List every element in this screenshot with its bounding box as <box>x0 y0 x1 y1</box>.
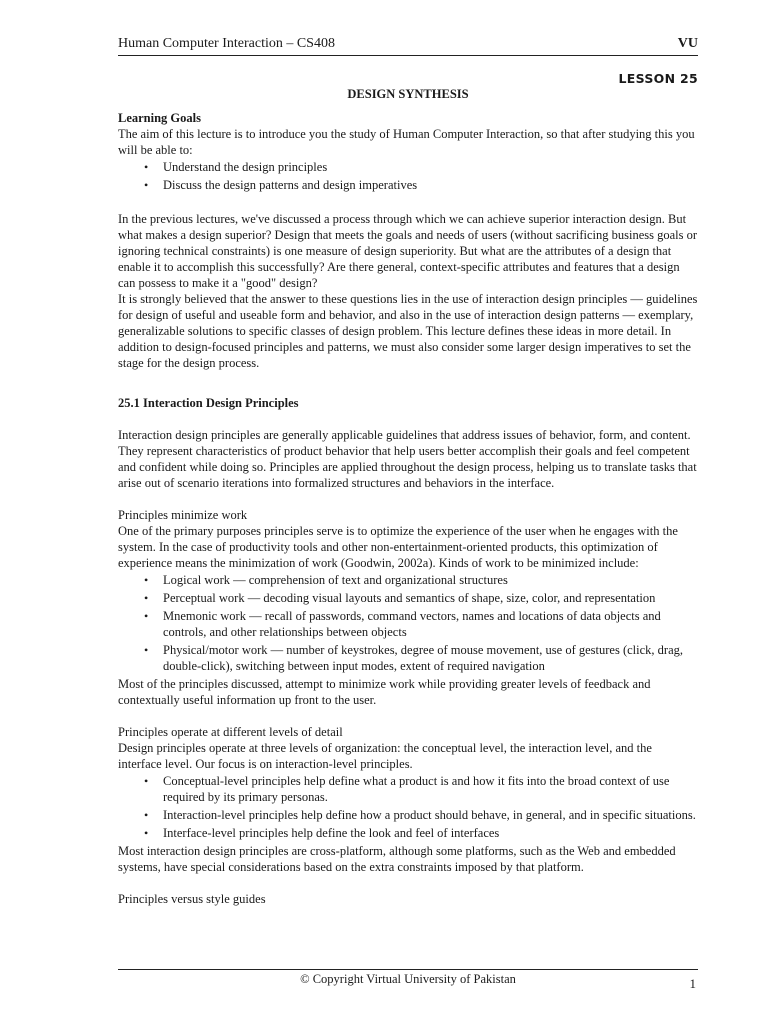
copyright-notice: © Copyright Virtual University of Pakistan <box>300 972 516 986</box>
document-body <box>118 110 698 907</box>
intro-paragraph: It is strongly believed that the answer to these questions lies in the use of interaction design principles — guidelines for design of useful and useable form and behavior, and also in the use of interaction design patterns — exemplary, generalizable solutions to specific classes of design problem. This lecture defines these ideas in more detail. In addition to design-focused principles and patterns, we must also consider some larger design imperatives to set the stage for the design process. <box>118 292 698 370</box>
footer-rule <box>118 969 698 970</box>
list-item: • Mnemonic work — recall of passwords, command vectors, names and locations of data objects and controls, and other relationships between objects <box>118 608 698 640</box>
section-heading: 25.1 Interaction Design Principles <box>118 396 299 410</box>
page-header <box>118 36 698 54</box>
learning-goals-intro: The aim of this lecture is to introduce you the study of Human Computer Interaction, so that after studying this you will be able to: <box>118 127 695 157</box>
list-item: • Understand the design principles <box>118 159 698 175</box>
header-rule <box>118 55 698 56</box>
learning-goals-heading: Learning Goals <box>118 111 201 125</box>
minimize-work-paragraph: One of the primary purposes principles serve is to optimize the experience of the user when he engages with the system. In the case of productivity tools and other non-entertainment-oriented products, this optimization of experience means the minimization of work (Goodwin, 2002a). Kinds of work to be minimized include: <box>118 524 678 570</box>
list-item: • Perceptual work — decoding visual layouts and semantics of shape, size, color, and representation <box>118 590 698 606</box>
list-item: • Interface-level principles help define the look and feel of interfaces <box>118 825 698 841</box>
lesson-label: LESSON 25 <box>618 71 698 86</box>
course-title: Human Computer Interaction – CS408 <box>118 36 335 51</box>
institution-label: VU <box>677 36 698 51</box>
subheading-minimize-work: Principles minimize work <box>118 508 248 522</box>
learning-goals-list <box>118 159 698 193</box>
intro-paragraph: In the previous lectures, we've discussed a process through which we can achieve superior interaction design. But what makes a design superior? Design that meets the goals and needs of users (without sacrificing business goals or ignoring technical constraints) is one measure of design superiority. But what are the attributes of a design that enable it to accomplish this successfully? Are there general, context-specific attributes and features that a design can possess to make it a "good" design? <box>118 212 698 290</box>
page-title: DESIGN SYNTHESIS <box>347 87 469 101</box>
page-number: 1 <box>689 976 696 991</box>
subheading-style-guides: Principles versus style guides <box>118 892 266 906</box>
levels-closing: Most interaction design principles are cross-platform, although some platforms, such as the Web and embedded systems, have special considerations based on the extra constraints imposed by that platform. <box>118 844 676 874</box>
list-item: • Discuss the design patterns and design imperatives <box>118 177 698 193</box>
subheading-levels: Principles operate at different levels of detail <box>118 725 343 739</box>
section-paragraph: Interaction design principles are generally applicable guidelines that address issues of behavior, form, and content. They represent characteristics of product behavior that help users better accomplish their goals and feel competent and confident while doing so. Principles are applied throughout the design process, helping us to translate tasks that arise out of scenario iterations into formalized structures and behaviors in the interface. <box>118 428 697 490</box>
list-item: • Conceptual-level principles help define what a product is and how it fits into the broad context of use required by its primary personas. <box>118 773 698 805</box>
levels-paragraph: Design principles operate at three levels of organization: the conceptual level, the interaction level, and the interface level. Our focus is on interaction-level principles. <box>118 741 652 771</box>
list-item: • Physical/motor work — number of keystrokes, degree of mouse movement, use of gestures (click, drag, double-click), switching between input modes, extent of required navigation <box>118 642 698 674</box>
list-item: • Logical work — comprehension of text and organizational structures <box>118 572 698 588</box>
levels-list <box>118 773 698 841</box>
minimize-work-closing: Most of the principles discussed, attempt to minimize work while providing greater levels of feedback and contextually useful information up front to the user. <box>118 677 651 707</box>
work-kinds-list <box>118 572 698 674</box>
list-item: • Interaction-level principles help define how a product should behave, in general, and in specific situations. <box>118 807 698 823</box>
